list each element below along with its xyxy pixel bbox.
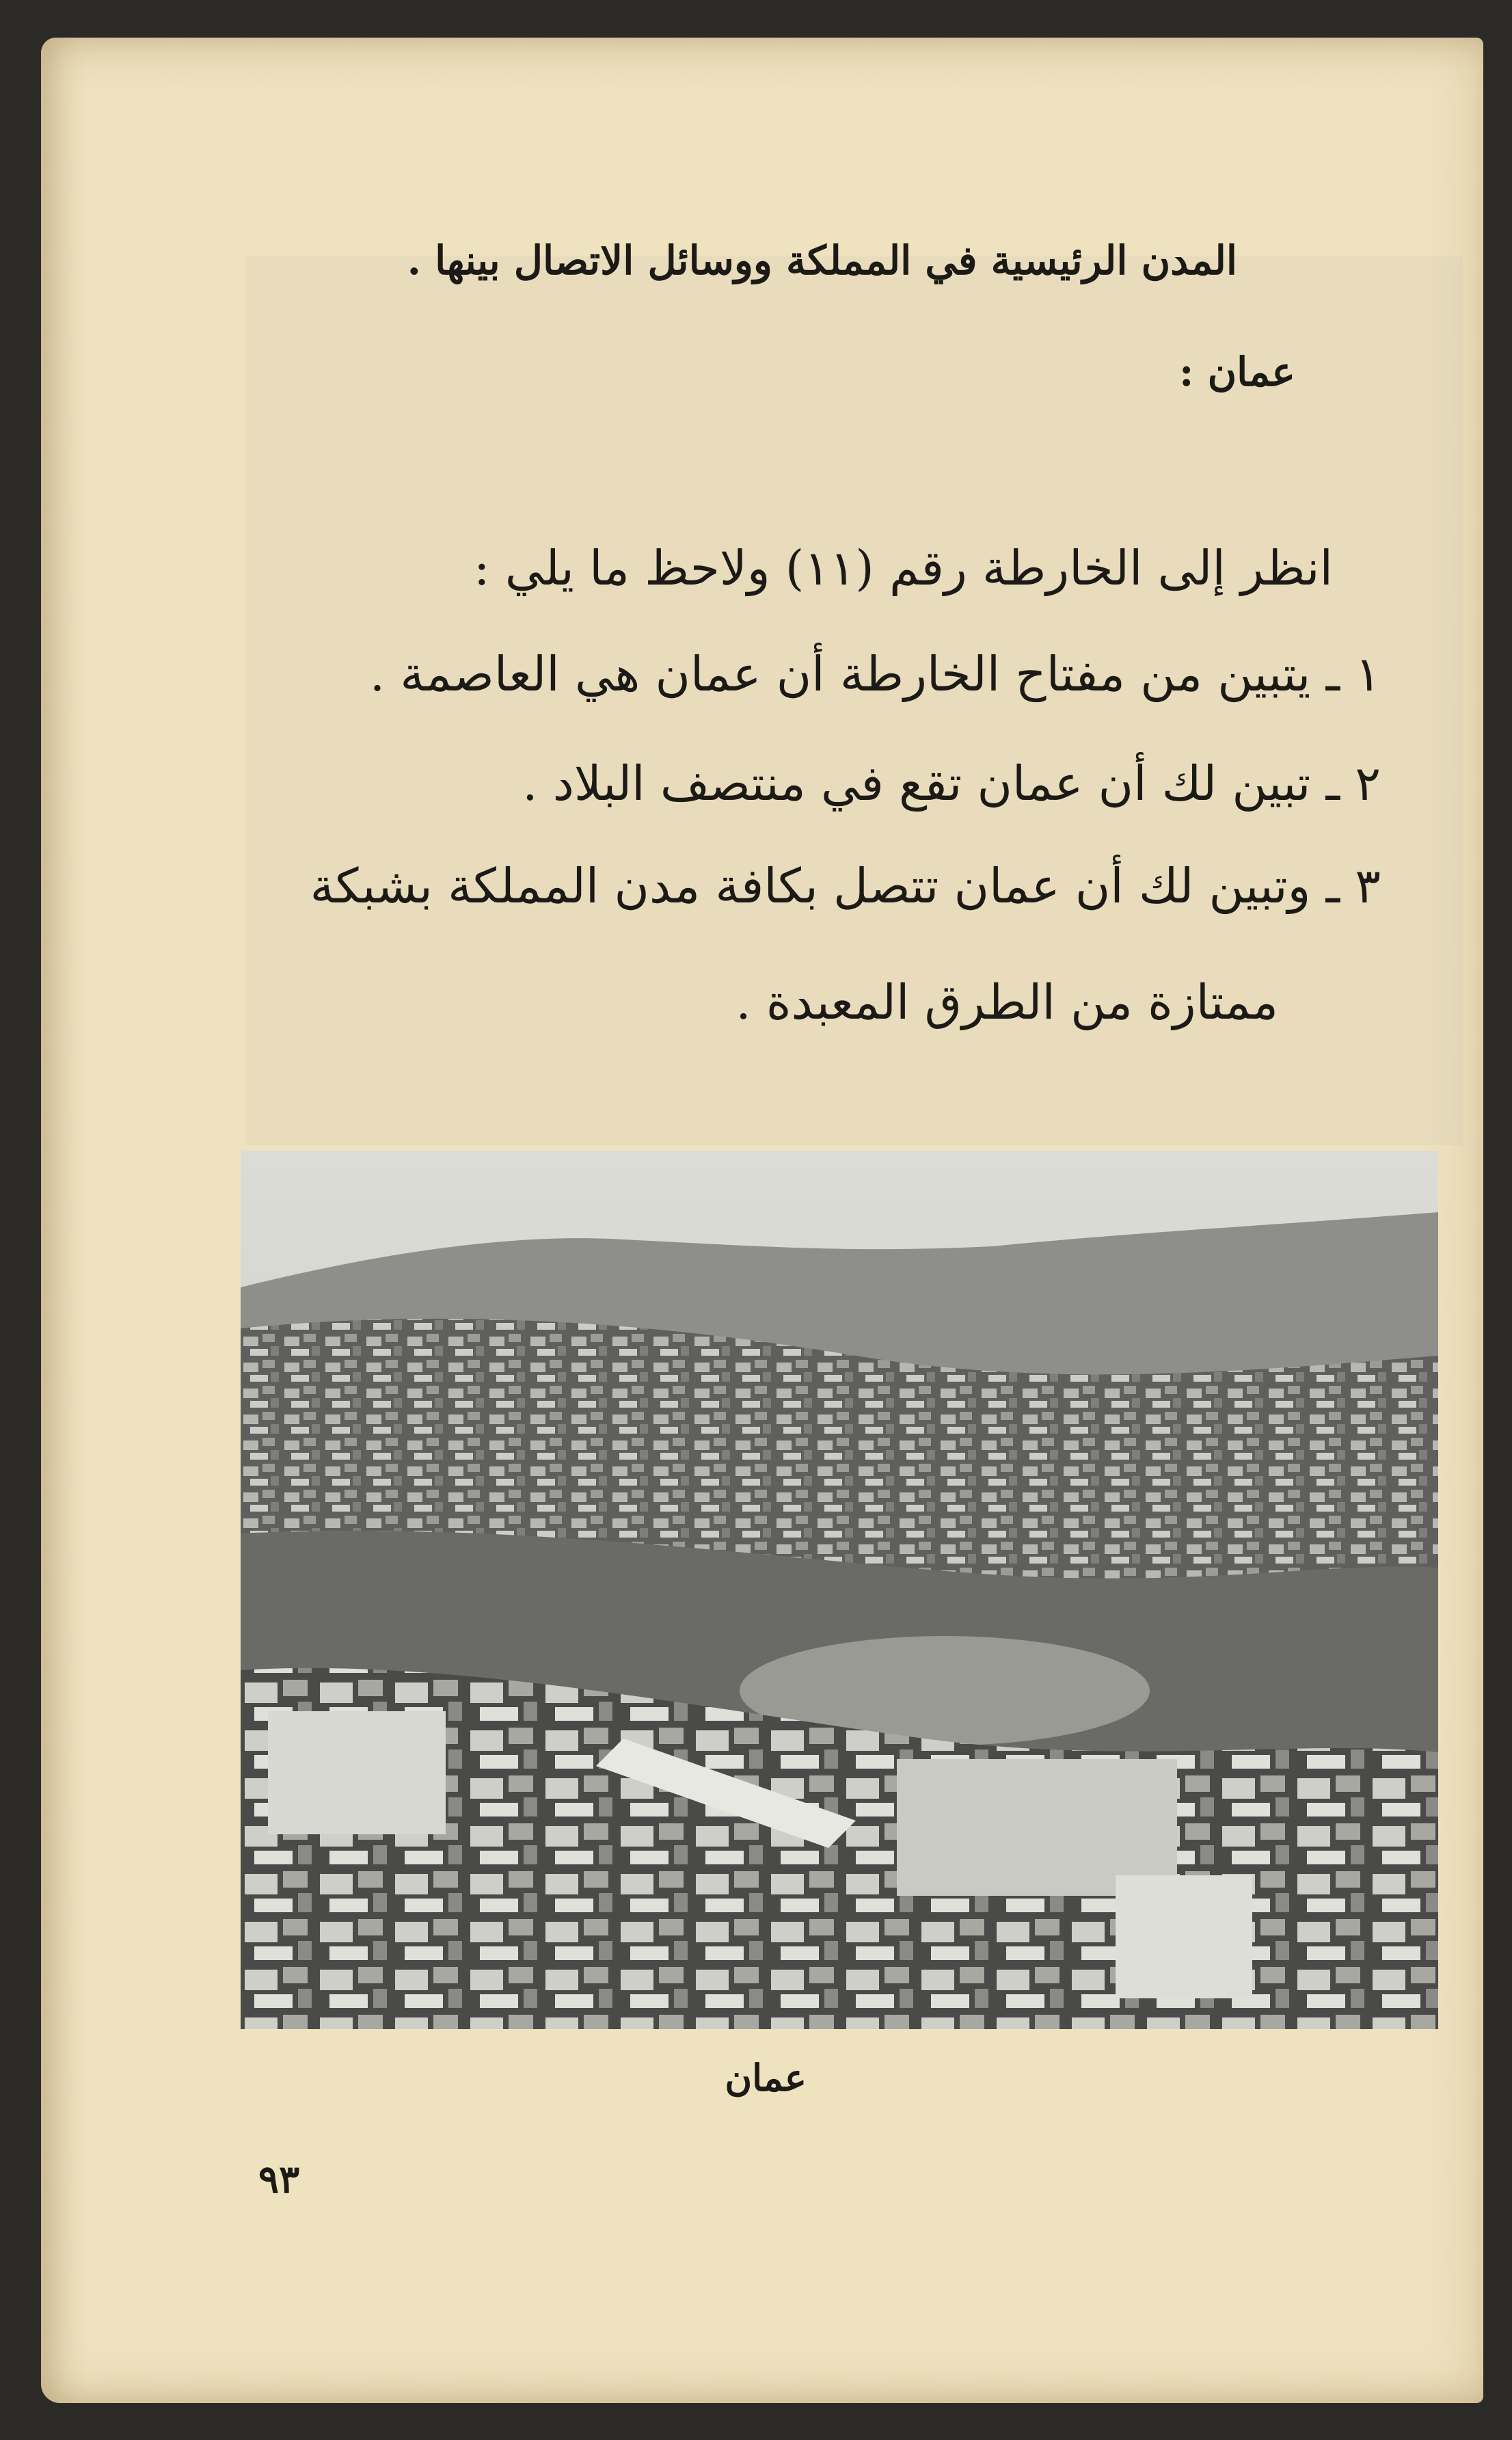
book-page bbox=[41, 38, 1483, 2403]
list-item: ١ ـ يتبين من مفتاح الخارطة أن عمان هي العاصمة . bbox=[369, 646, 1381, 702]
list-item: ٢ ـ تبين لك أن عمان تقع في منتصف البلاد . bbox=[522, 755, 1381, 812]
subheading: عمان : bbox=[1178, 349, 1295, 395]
section-heading: المدن الرئيسية في المملكة ووسائل الاتصال بينها . bbox=[407, 237, 1237, 284]
city-photo bbox=[241, 1151, 1438, 2029]
body-line: انظر إلى الخارطة رقم (١١) ولاحظ ما يلي : bbox=[474, 540, 1333, 596]
photo-caption: عمان bbox=[725, 2056, 807, 2100]
page-number: ٩٣ bbox=[258, 2157, 300, 2202]
list-item-continuation: ممتازة من الطرق المعبدة . bbox=[735, 974, 1278, 1030]
list-item: ٣ ـ وتبين لك أن عمان تتصل بكافة مدن المملكة بشبكة bbox=[310, 858, 1381, 914]
